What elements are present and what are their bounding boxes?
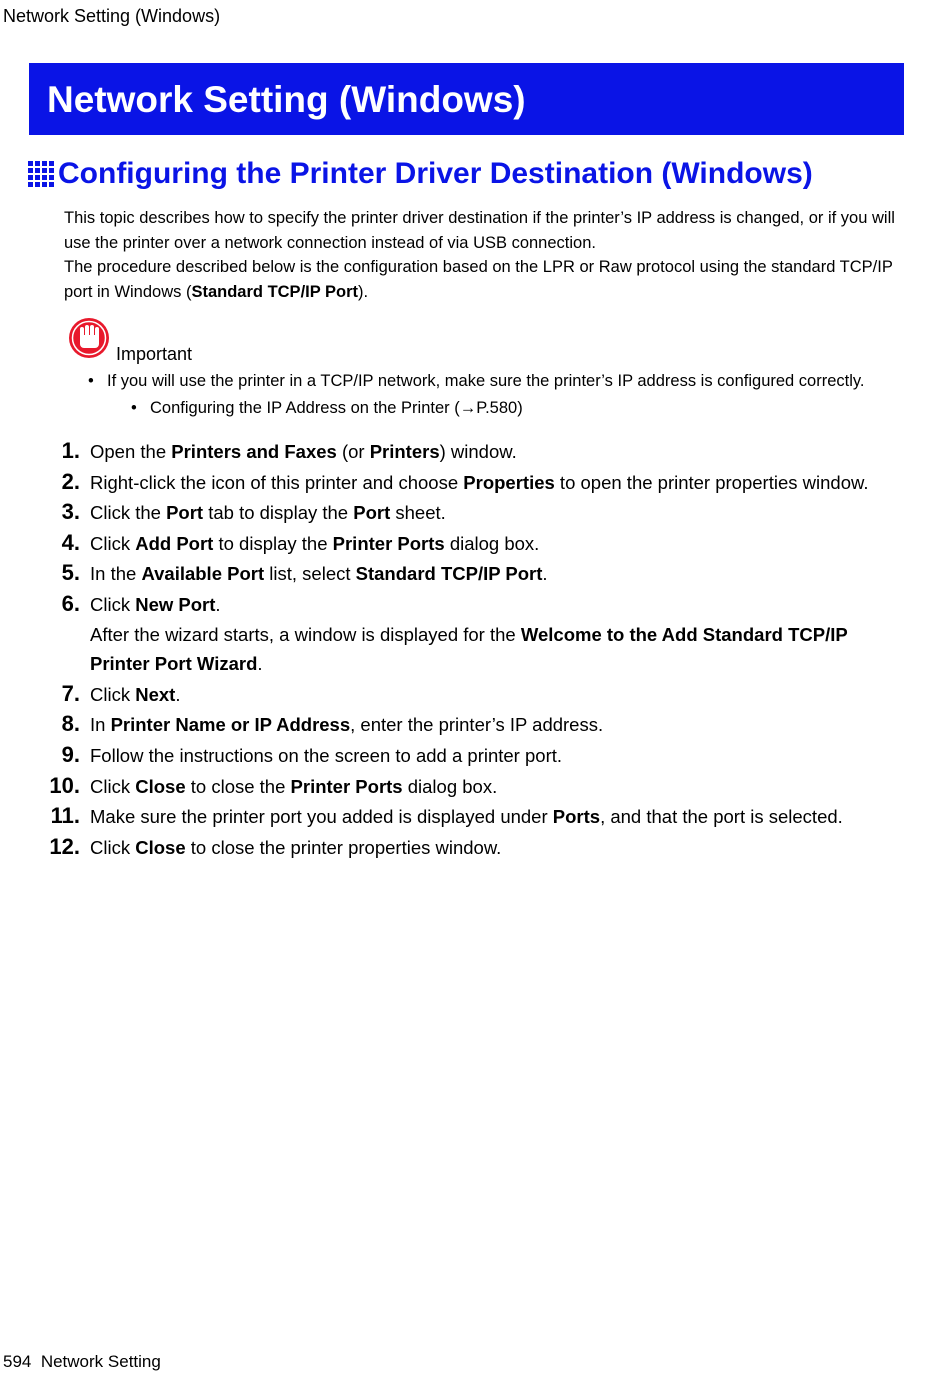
important-label: Important: [116, 344, 193, 364]
step-text: Right-click the icon of this printer and choose: [90, 471, 464, 493]
step-text: to close the printer properties window.: [185, 836, 502, 858]
step-1: [40, 436, 920, 467]
step-text: Click: [90, 775, 136, 797]
ui-term: Printers and Faxes: [171, 441, 337, 462]
section-heading: [28, 156, 813, 192]
step-text: Make sure the printer port you added is displayed under: [90, 806, 553, 828]
page-number: 594: [3, 1352, 32, 1371]
step-number: 8.: [61, 711, 80, 737]
step-text: to open the printer properties window.: [554, 471, 869, 493]
page-footer: [3, 1352, 161, 1372]
ui-term: Next: [135, 683, 176, 705]
ui-term: Printer Ports: [290, 775, 403, 797]
step-text: to display the: [213, 532, 333, 554]
step-text: [90, 680, 180, 710]
step-text: [90, 559, 548, 589]
ui-term: Close: [135, 836, 186, 858]
step-text: to close the: [185, 775, 291, 797]
step-text: Click: [90, 683, 136, 705]
step-number: 9.: [61, 741, 80, 767]
ui-term: Printer Ports: [332, 532, 445, 554]
step-text: [90, 710, 603, 740]
step-text: [90, 590, 221, 620]
running-header: Network Setting (Windows): [3, 6, 221, 26]
grid-icon: [28, 161, 54, 187]
ui-term: Printer Port Wizard: [90, 653, 258, 675]
step-text: [90, 741, 562, 771]
step-text: Click: [90, 532, 136, 554]
step-number: 11.: [50, 803, 80, 829]
ui-term: Welcome to the Add Standard TCP/IP: [520, 623, 848, 645]
intro-paragraph-2: The procedure described below is the configuration based on the LPR or Raw protocol using the standard TCP/IP port in Windows (Standard TCP/IP Port).: [64, 258, 893, 301]
step-11: [40, 801, 920, 832]
step-text: , and that the port is selected.: [600, 806, 843, 828]
step-text: Click the: [90, 502, 167, 524]
ui-term: Port: [353, 502, 391, 524]
stop-hand-icon: [68, 317, 110, 359]
step-text: sheet.: [390, 502, 446, 524]
step-6: [40, 589, 920, 620]
important-sub-bullet: • Configuring the IP Address on the Printer (→P.580): [131, 399, 523, 417]
section-title: Configuring the Printer Driver Destination (Windows): [58, 157, 813, 190]
step-number: 2.: [61, 468, 80, 494]
step-text: [90, 468, 868, 498]
important-bullet: • If you will use the printer in a TCP/IP network, make sure the printer’s IP address is configured correctly.: [88, 372, 865, 390]
ui-term: Standard TCP/IP Port: [355, 563, 543, 585]
step-text: dialog box.: [402, 775, 498, 797]
intro-text: [64, 206, 914, 304]
step-text: list, select: [264, 563, 356, 585]
step-number: 10.: [49, 772, 80, 798]
step-3: [40, 497, 920, 528]
step-number: 4.: [61, 529, 80, 555]
step-text: .: [215, 593, 221, 615]
chapter-title: Network Setting (Windows): [47, 79, 526, 120]
step-text: Open the: [90, 441, 172, 462]
step-text: [90, 437, 517, 467]
step-text: .: [542, 563, 548, 585]
step-12: [40, 832, 920, 863]
step-7: [40, 679, 920, 710]
step-text: In: [90, 714, 111, 736]
step-text: Follow the instructions on the screen to add a printer port.: [90, 744, 563, 766]
step-text: [90, 498, 446, 528]
step-text: tab to display the: [203, 502, 354, 524]
step-text: , enter the printer’s IP address.: [350, 714, 604, 736]
step-text: [90, 802, 843, 832]
step-number: 5.: [61, 560, 80, 586]
step-number: 7.: [61, 680, 80, 706]
step-text: Click: [90, 593, 136, 615]
step-text: [90, 833, 501, 863]
ui-term: Printer Name or IP Address: [110, 714, 351, 736]
ui-term: Printers: [369, 441, 440, 462]
step-8: [40, 709, 920, 740]
step-text: .: [175, 683, 181, 705]
step-5: [40, 558, 920, 589]
step-text: dialog box.: [444, 532, 540, 554]
step-text: (or: [336, 441, 370, 462]
step-number: 1.: [61, 438, 80, 463]
step-6-detail: [40, 620, 920, 679]
step-text: Click: [90, 836, 136, 858]
ui-term: Available Port: [141, 563, 265, 585]
step-number: 3.: [61, 499, 80, 525]
step-9: [40, 740, 920, 771]
ui-term: Close: [135, 775, 186, 797]
ui-term: Add Port: [135, 532, 214, 554]
step-text: [90, 772, 497, 802]
ui-term: Port: [166, 502, 204, 524]
step-text: After the wizard starts, a window is displayed for the: [90, 623, 521, 645]
step-4: [40, 528, 920, 559]
step-text: ) window.: [439, 441, 517, 462]
step-text: In the: [90, 563, 142, 585]
ui-term: New Port: [135, 593, 216, 615]
step-text: .: [257, 653, 263, 675]
chapter-banner: [29, 63, 904, 135]
ui-term: Properties: [463, 471, 555, 493]
step-number: 6.: [61, 590, 80, 616]
step-10: [40, 771, 920, 802]
footer-section: Network Setting: [40, 1352, 161, 1371]
ip-address-link[interactable]: Configuring the IP Address on the Printer (→P.580): [150, 399, 523, 417]
step-text: [90, 529, 539, 559]
step-2: [40, 467, 920, 498]
procedure-steps: [40, 436, 920, 862]
intro-paragraph-1: This topic describes how to specify the printer driver destination if the printer’s IP address is changed, or if you will use the printer over a network connection instead of via USB connection.: [64, 209, 895, 252]
ui-term: Ports: [552, 806, 601, 828]
step-number: 12.: [49, 833, 80, 859]
